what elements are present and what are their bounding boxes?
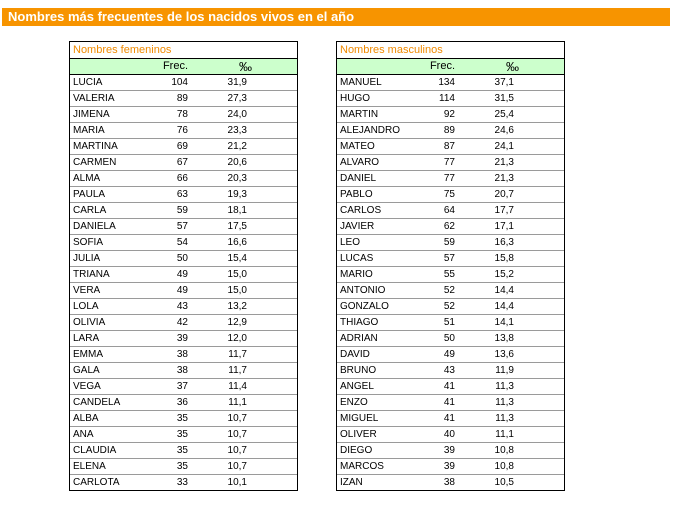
table-row xyxy=(337,123,564,139)
frec-cell: 35 xyxy=(176,445,188,456)
name-cell: CARLOTA xyxy=(73,477,120,488)
table-row xyxy=(337,203,564,219)
name-cell: MATEO xyxy=(340,141,375,152)
name-cell: DAVID xyxy=(340,349,370,360)
table-row xyxy=(70,427,297,443)
pct-cell: 14,4 xyxy=(494,285,514,296)
pct-cell: 19,3 xyxy=(227,189,247,200)
frec-cell: 50 xyxy=(443,333,455,344)
pct-cell: 10,7 xyxy=(227,429,247,440)
female-names-table xyxy=(69,41,298,491)
frec-cell: 63 xyxy=(176,189,188,200)
frec-cell: 67 xyxy=(176,157,188,168)
frec-cell: 77 xyxy=(443,157,455,168)
table-row xyxy=(70,235,297,251)
pct-cell: 13,2 xyxy=(227,301,247,312)
frec-cell: 75 xyxy=(443,189,455,200)
frec-cell: 52 xyxy=(443,301,455,312)
frec-cell: 77 xyxy=(443,173,455,184)
table-row xyxy=(70,139,297,155)
pct-cell: 21,3 xyxy=(494,173,514,184)
pct-cell: 24,6 xyxy=(494,125,514,136)
name-cell: VEGA xyxy=(73,381,101,392)
pct-cell: 25,4 xyxy=(494,109,514,120)
table-row xyxy=(337,379,564,395)
pct-cell: 21,2 xyxy=(227,141,247,152)
female-col-name xyxy=(70,59,132,74)
frec-cell: 89 xyxy=(443,125,455,136)
frec-cell: 57 xyxy=(443,253,455,264)
pct-cell: 10,7 xyxy=(227,445,247,456)
name-cell: MARTIN xyxy=(340,109,379,120)
pct-cell: 13,8 xyxy=(494,333,514,344)
pct-cell: 11,9 xyxy=(495,365,514,376)
frec-cell: 134 xyxy=(438,77,455,88)
pct-cell: 12,9 xyxy=(227,317,247,328)
table-row xyxy=(70,331,297,347)
frec-cell: 41 xyxy=(443,381,455,392)
pct-cell: 11,1 xyxy=(228,397,247,408)
name-cell: MARIO xyxy=(340,269,373,280)
table-row xyxy=(337,235,564,251)
name-cell: JULIA xyxy=(73,253,101,264)
pct-cell: 11,3 xyxy=(495,413,514,424)
frec-cell: 64 xyxy=(443,205,455,216)
frec-cell: 66 xyxy=(176,173,188,184)
pct-cell: 12,0 xyxy=(227,333,247,344)
table-row xyxy=(337,299,564,315)
name-cell: CARLOS xyxy=(340,205,382,216)
frec-cell: 38 xyxy=(176,349,188,360)
male-col-frec: Frec. xyxy=(429,60,455,72)
name-cell: LUCIA xyxy=(73,77,103,88)
table-row xyxy=(70,123,297,139)
female-rows xyxy=(70,75,297,490)
table-row xyxy=(337,283,564,299)
table-row xyxy=(70,459,297,475)
frec-cell: 38 xyxy=(443,477,455,488)
frec-cell: 59 xyxy=(443,237,455,248)
pct-cell: 17,7 xyxy=(494,205,514,216)
male-col-name xyxy=(337,59,415,74)
pct-cell: 20,3 xyxy=(227,173,247,184)
table-row xyxy=(70,475,297,490)
table-row xyxy=(70,443,297,459)
pct-cell: 27,3 xyxy=(227,93,247,104)
name-cell: LARA xyxy=(73,333,100,344)
frec-cell: 59 xyxy=(176,205,188,216)
frec-cell: 54 xyxy=(176,237,188,248)
pct-cell: 10,1 xyxy=(227,477,247,488)
table-row xyxy=(70,267,297,283)
frec-cell: 51 xyxy=(443,317,455,328)
table-row xyxy=(70,347,297,363)
name-cell: DANIEL xyxy=(340,173,377,184)
name-cell: ALVARO xyxy=(340,157,380,168)
name-cell: ANTONIO xyxy=(340,285,386,296)
table-row xyxy=(337,315,564,331)
pct-cell: 15,2 xyxy=(494,269,514,280)
pct-cell: 11,4 xyxy=(228,381,247,392)
pct-cell: 24,1 xyxy=(494,141,514,152)
name-cell: DANIELA xyxy=(73,221,116,232)
name-cell: BRUNO xyxy=(340,365,377,376)
frec-cell: 41 xyxy=(443,413,455,424)
table-row xyxy=(70,283,297,299)
name-cell: ALMA xyxy=(73,173,101,184)
table-row xyxy=(337,107,564,123)
name-cell: JAVIER xyxy=(340,221,375,232)
pct-cell: 23,3 xyxy=(227,125,247,136)
pct-cell: 20,6 xyxy=(227,157,247,168)
table-row xyxy=(337,267,564,283)
frec-cell: 69 xyxy=(176,141,188,152)
table-row xyxy=(70,75,297,91)
table-row xyxy=(70,187,297,203)
name-cell: DIEGO xyxy=(340,445,373,456)
table-row xyxy=(337,475,564,490)
name-cell: MANUEL xyxy=(340,77,382,88)
name-cell: TRIANA xyxy=(73,269,110,280)
frec-cell: 35 xyxy=(176,461,188,472)
name-cell: HUGO xyxy=(340,93,370,104)
frec-cell: 35 xyxy=(176,429,188,440)
pct-cell: 14,4 xyxy=(494,301,514,312)
name-cell: CARMEN xyxy=(73,157,117,168)
pct-cell: 37,1 xyxy=(494,77,514,88)
table-row xyxy=(337,219,564,235)
frec-cell: 42 xyxy=(176,317,188,328)
page-title: Nombres más frecuentes de los nacidos vivos en el año xyxy=(2,8,670,26)
name-cell: PAULA xyxy=(73,189,106,200)
frec-cell: 49 xyxy=(443,349,455,360)
pct-cell: 15,0 xyxy=(227,285,247,296)
table-row xyxy=(337,459,564,475)
pct-cell: 11,7 xyxy=(228,349,247,360)
pct-cell: 16,6 xyxy=(227,237,247,248)
frec-cell: 78 xyxy=(176,109,188,120)
frec-cell: 92 xyxy=(443,109,455,120)
table-row xyxy=(70,299,297,315)
frec-cell: 49 xyxy=(176,285,188,296)
name-cell: GONZALO xyxy=(340,301,389,312)
name-cell: VALERIA xyxy=(73,93,115,104)
frec-cell: 41 xyxy=(443,397,455,408)
name-cell: ADRIAN xyxy=(340,333,378,344)
name-cell: ANGEL xyxy=(340,381,374,392)
pct-cell: 11,3 xyxy=(495,397,514,408)
pct-cell: 17,1 xyxy=(494,221,514,232)
table-row xyxy=(70,91,297,107)
table-row xyxy=(70,171,297,187)
table-row xyxy=(337,411,564,427)
pct-cell: 18,1 xyxy=(227,205,247,216)
table-row xyxy=(70,411,297,427)
table-row xyxy=(337,347,564,363)
name-cell: OLIVIA xyxy=(73,317,106,328)
frec-cell: 52 xyxy=(443,285,455,296)
frec-cell: 50 xyxy=(176,253,188,264)
pct-cell: 14,1 xyxy=(494,317,514,328)
name-cell: IZAN xyxy=(340,477,363,488)
name-cell: GALA xyxy=(73,365,100,376)
pct-cell: 24,0 xyxy=(227,109,247,120)
table-row xyxy=(70,203,297,219)
pct-cell: 15,0 xyxy=(227,269,247,280)
table-row xyxy=(70,379,297,395)
name-cell: ALEJANDRO xyxy=(340,125,401,136)
frec-cell: 39 xyxy=(176,333,188,344)
pct-cell: 31,9 xyxy=(227,77,247,88)
pct-cell: 20,7 xyxy=(494,189,514,200)
female-col-frec: Frec. xyxy=(162,60,188,72)
name-cell: CARLA xyxy=(73,205,107,216)
pct-cell: 15,8 xyxy=(494,253,514,264)
male-col-pct: ‰ xyxy=(506,59,519,74)
name-cell: LOLA xyxy=(73,301,99,312)
table-row xyxy=(337,139,564,155)
name-cell: CANDELA xyxy=(73,397,121,408)
name-cell: ELENA xyxy=(73,461,106,472)
name-cell: MARCOS xyxy=(340,461,384,472)
name-cell: OLIVER xyxy=(340,429,377,440)
pct-cell: 11,3 xyxy=(495,381,514,392)
male-column-headers xyxy=(337,59,564,75)
name-cell: ENZO xyxy=(340,397,368,408)
pct-cell: 10,8 xyxy=(494,461,514,472)
pct-cell: 10,5 xyxy=(494,477,514,488)
name-cell: JIMENA xyxy=(73,109,110,120)
frec-cell: 36 xyxy=(176,397,188,408)
male-names-table xyxy=(336,41,565,491)
table-row xyxy=(70,251,297,267)
pct-cell: 11,7 xyxy=(228,365,247,376)
name-cell: MARTINA xyxy=(73,141,118,152)
table-row xyxy=(337,251,564,267)
name-cell: PABLO xyxy=(340,189,373,200)
female-column-headers xyxy=(70,59,297,75)
pct-cell: 31,5 xyxy=(494,93,514,104)
frec-cell: 37 xyxy=(176,381,188,392)
frec-cell: 43 xyxy=(443,365,455,376)
table-row xyxy=(70,107,297,123)
frec-cell: 39 xyxy=(443,445,455,456)
male-rows xyxy=(337,75,564,490)
name-cell: CLAUDIA xyxy=(73,445,117,456)
name-cell: MIGUEL xyxy=(340,413,379,424)
table-row xyxy=(70,315,297,331)
name-cell: ALBA xyxy=(73,413,99,424)
name-cell: EMMA xyxy=(73,349,103,360)
pct-cell: 13,6 xyxy=(494,349,514,360)
table-row xyxy=(337,443,564,459)
table-row xyxy=(70,395,297,411)
table-row xyxy=(337,427,564,443)
name-cell: MARIA xyxy=(73,125,105,136)
pct-cell: 10,8 xyxy=(494,445,514,456)
name-cell: LUCAS xyxy=(340,253,374,264)
frec-cell: 55 xyxy=(443,269,455,280)
frec-cell: 89 xyxy=(176,93,188,104)
name-cell: THIAGO xyxy=(340,317,379,328)
pct-cell: 17,5 xyxy=(227,221,247,232)
pct-cell: 10,7 xyxy=(227,461,247,472)
frec-cell: 35 xyxy=(176,413,188,424)
table-row xyxy=(337,363,564,379)
table-row xyxy=(337,395,564,411)
frec-cell: 33 xyxy=(176,477,188,488)
table-row xyxy=(337,331,564,347)
pct-cell: 15,4 xyxy=(227,253,247,264)
male-table-header: Nombres masculinos xyxy=(337,42,564,59)
frec-cell: 62 xyxy=(443,221,455,232)
female-col-pct: ‰ xyxy=(239,59,252,74)
table-row xyxy=(337,155,564,171)
pct-cell: 21,3 xyxy=(494,157,514,168)
frec-cell: 38 xyxy=(176,365,188,376)
table-row xyxy=(337,187,564,203)
pct-cell: 10,7 xyxy=(227,413,247,424)
table-row xyxy=(337,171,564,187)
frec-cell: 76 xyxy=(176,125,188,136)
name-cell: VERA xyxy=(73,285,101,296)
name-cell: ANA xyxy=(73,429,94,440)
frec-cell: 39 xyxy=(443,461,455,472)
frec-cell: 49 xyxy=(176,269,188,280)
frec-cell: 87 xyxy=(443,141,455,152)
frec-cell: 114 xyxy=(439,93,455,104)
table-row xyxy=(337,91,564,107)
frec-cell: 57 xyxy=(176,221,188,232)
table-row xyxy=(70,219,297,235)
frec-cell: 104 xyxy=(171,77,188,88)
frec-cell: 40 xyxy=(443,429,455,440)
name-cell: LEO xyxy=(340,237,361,248)
table-row xyxy=(70,363,297,379)
frec-cell: 43 xyxy=(176,301,188,312)
table-row xyxy=(70,155,297,171)
pct-cell: 16,3 xyxy=(494,237,514,248)
table-row xyxy=(337,75,564,91)
name-cell: SOFIA xyxy=(73,237,104,248)
pct-cell: 11,1 xyxy=(495,429,514,440)
female-table-header: Nombres femeninos xyxy=(70,42,297,59)
